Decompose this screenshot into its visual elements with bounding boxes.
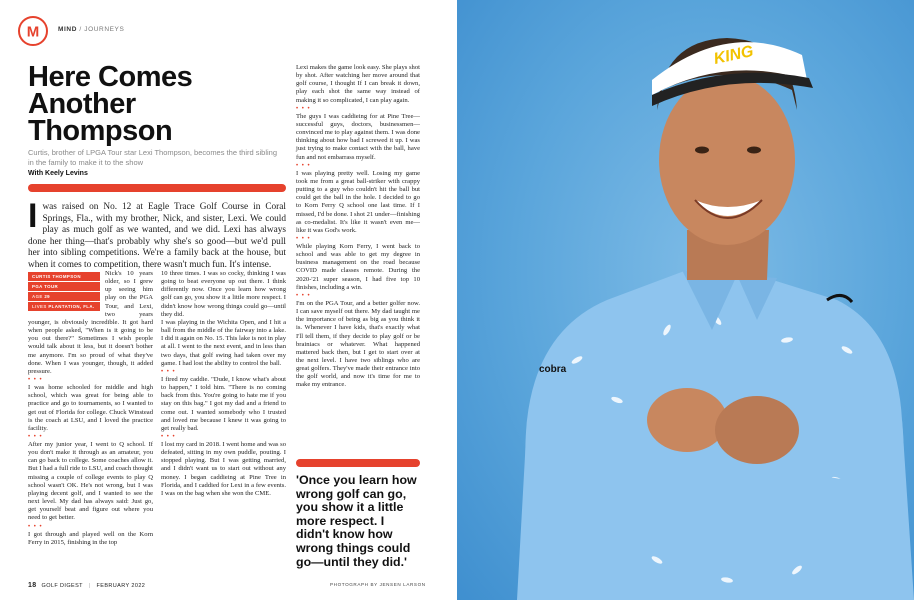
paragraph: I fired my caddie. "Dude, I know what's about to happen," I told him. "There is no coming back from this. You're going to hate me if you stay on this bag." I got my dad and a friend to come out. I wanted somebody who I trusted and loved me because I knew it was going to get really bad. <box>161 375 286 432</box>
section-separator: • • • <box>28 523 43 530</box>
paragraph: 10 three times. I was so cocky, thinking I was going to beat everyone up out there. I think differently now. Once you learn how wrong golf can go, you show it a little more respect. I didn't know how wrong things could go—until they did. <box>161 270 286 318</box>
m-logo-icon <box>23 21 43 41</box>
folio: 18 GOLF DIGEST | FEBRUARY 2022 <box>28 582 146 589</box>
subsection-name: JOURNEYS <box>84 26 125 33</box>
sleeve-logo: cobra <box>539 364 567 375</box>
right-eye <box>747 147 761 154</box>
fact-tour: PGA TOUR <box>28 282 100 292</box>
photo-credit: PHOTOGRAPH BY JENSEN LARSON <box>330 582 426 587</box>
body-column-2 <box>161 270 286 498</box>
body-column-1 <box>28 270 153 547</box>
face <box>659 75 795 245</box>
deck: Curtis, brother of LPGA Tour star Lexi Thompson, becomes the third sibling in the family to make it to the show <box>28 148 278 167</box>
svg-text:M: M <box>26 23 40 41</box>
section-separator: • • • <box>28 377 43 384</box>
paragraph: I got through and played well on the Korn Ferry in 2015, finishing in the top <box>28 530 153 546</box>
headline-line-1: Here Comes <box>28 61 193 93</box>
headline <box>28 61 268 147</box>
paragraph: I was home schooled for middle and high school, which was great for being able to practice and go to tournaments, so I wanted to get out of Florida for college. Chuck Winstead is the coach at LSU, and I loved the practice facility. <box>28 384 153 432</box>
left-hand <box>647 388 727 452</box>
issue-date: FEBRUARY 2022 <box>96 583 146 589</box>
paragraph: I was playing pretty well. Losing my game took me from a great ball-striker with crappy putting to a guy who couldn't hit the ball but could get the ball in the hole. I decided to go to Korn Ferry Q school one last time. If I missed, I'd be done. I shot 21 under—finishing as co-medalist. It's like it wasn't even me—like it was God's work. <box>296 169 420 234</box>
paragraph: Lexi makes the game look easy. She plays shot by shot. After watching her move around that golf course, I thought If I can break it down, play each shot the same way instead of making it so complicated, I can play again. <box>296 64 420 104</box>
pull-quote: 'Once you learn how wrong golf can go, you show it a little more respect. I didn't know how wrong things could go—until they did.' <box>296 473 417 569</box>
drop-cap: I <box>28 197 38 235</box>
section-separator: • • • <box>296 292 311 299</box>
section-separator: • • • <box>161 433 176 440</box>
section-separator: • • • <box>296 105 311 112</box>
intro-text: was raised on No. 12 at Eagle Trace Golf Course in Coral Springs, Fla., with my brother, Nick, and sister, Lexi. We could play as much golf as we wanted, and we did. Lexi has always done her thing—that's probably why she's so good—but we'd pull her into sibling competitions. We're a family back at the house, but when it comes to competition, there wasn't much fun. It's intense. <box>28 202 286 270</box>
headline-line-2: Another <box>28 88 136 120</box>
section-separator: • • • <box>296 235 311 242</box>
intro-paragraph <box>28 197 286 272</box>
fact-lives: LIVES PLANTATION, FLA. <box>28 302 100 312</box>
section-separator: • • • <box>161 368 176 375</box>
red-divider-bar <box>28 184 286 192</box>
paragraph: I lost my card in 2018. I went home and was so defeated, sitting in my own puddle, pouting. I stopped playing. But I was getting married, and I didn't want us to start out without any money. I began caddieing at Pine Tree in Florida, and I caddied for Lexi in a few events. I was on the bag when she won the CME. <box>161 440 286 497</box>
section-separator: • • • <box>296 162 311 169</box>
magazine-name: GOLF DIGEST <box>41 583 83 589</box>
fact-box <box>28 272 100 312</box>
body-column-3 <box>296 64 420 390</box>
left-eye <box>695 147 709 154</box>
visor-logo: KING <box>712 42 755 68</box>
page-number: 18 <box>28 582 37 589</box>
section-logo <box>18 16 48 46</box>
right-page-photo <box>457 0 914 600</box>
byline: With Keely Levins <box>28 170 88 177</box>
right-hand <box>715 396 799 464</box>
paragraph: The guys I was caddieing for at Pine Tree—successful guys, doctors, businessmen—convinced me to play against them. I was done thinking about how bad I screwed it up. I was just trying to make contact with the ball, have fun and not embarrass myself. <box>296 112 420 161</box>
paragraph: While playing Korn Ferry, I went back to school and was able to get my degree in business management on the road because COVID made classes remote. During the 2020-'21 super season, I had five top 10 finishes, including a win. <box>296 242 420 291</box>
headline-line-3: Thompson <box>28 115 173 147</box>
fact-name: CURTIS THOMPSON <box>28 272 100 282</box>
section-label: MIND / JOURNEYS <box>58 26 125 33</box>
pullquote-bar <box>296 459 420 467</box>
fact-age: AGE 29 <box>28 292 100 302</box>
golfer-portrait <box>457 0 914 600</box>
paragraph: I was playing in the Wichita Open, and I hit a ball from the middle of the fairway into a lake. I did it again on No. 15. This lake is not in play at all. I went to the next event, and in less than two days, that golf swing had taken over my game. I had lost the ability to control the ball. <box>161 318 286 367</box>
paragraph: I'm on the PGA Tour, and a better golfer now. I can save myself out there. My dad taught me the importance of being as big as you think it is. Whenever I have kids, that's exactly what I'll tell them, if they decide to play golf or be brainiacs or whatever. What happened mattered back then, but I get to start over at the next level. I have two siblings who are great golfers. They've made their entrance into the golf world, and now it's time for me to make my entrance. <box>296 299 420 389</box>
paragraph: Nick's 10 years older, so I grew up seeing him play on the PGA Tour, and Lexi, two years younger, is obviously incredible. It got hard when people asked, "When is it going to be you out there?" Sometimes I wish people would talk about it less, but it doesn't bother me anymore. I'm so proud of what they've done. When I was younger, though, it added pressure. <box>28 270 153 375</box>
section-separator: • • • <box>28 433 43 440</box>
paragraph: After my junior year, I went to Q school. If you don't make it through as an amateur, you can go back to college. Some coaches allow it. But I had a full ride to LSU, and coach thought missing a couple of college events to play Q school wasn't OK. He's not wrong, but I was playing decent golf, and I wanted to see the next level. My dad has always said: Just go, get yourself beat and figure out where you need to get better. <box>28 440 153 522</box>
section-name: MIND <box>58 26 78 33</box>
